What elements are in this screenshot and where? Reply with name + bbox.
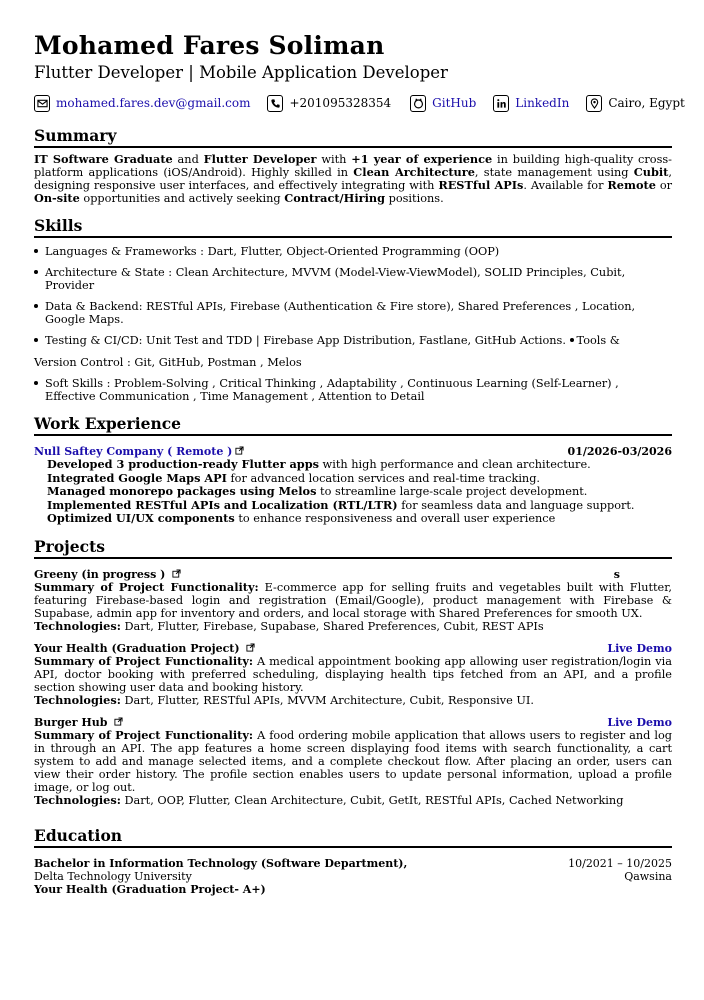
graduation-project: Your Health (Graduation Project- A+) — [34, 882, 266, 896]
tech-label: Technologies: — [34, 692, 121, 707]
contact-bar — [34, 93, 685, 113]
linkedin-icon — [493, 95, 509, 112]
summary-bold: Clean Architecture — [353, 165, 475, 179]
education-heading: Education — [34, 827, 672, 848]
project-tech — [34, 794, 672, 807]
summary-bold: Remote — [607, 178, 656, 192]
skill-item — [34, 266, 672, 292]
project-name[interactable]: Greeny (in progress ) — [34, 567, 166, 581]
skill-text: Soft Skills : Problem-Solving , Critical Thinking , Adaptability , Continuous Learning (Self-Learner) , Effective Communication , Time Management , Attention to Detail — [45, 377, 619, 403]
external-link-icon — [235, 446, 244, 455]
location-text: Cairo, Egypt — [608, 96, 685, 110]
linkedin-link[interactable]: LinkedIn — [515, 96, 570, 110]
skill-text: Architecture & State : Clean Architecture, MVVM (Model-View-ViewModel), SOLID Principles, Cubit, Provider — [45, 266, 626, 292]
skill-text: Data & Backend: RESTful APIs, Firebase (Authentication & Fire store), Shared Preferences , Location, Google Maps. — [45, 300, 636, 326]
achievement-bold: Developed 3 production-ready Flutter apps — [47, 457, 319, 471]
achievement-item — [47, 472, 672, 486]
project-tech-text: Dart, Flutter, RESTful APIs, MVVM Architecture, Cubit, Responsive UI. — [120, 693, 534, 707]
project-tech-text: Dart, OOP, Flutter, Clean Architecture, Cubit, GetIt, RESTful APIs, Cached Networking — [120, 793, 624, 807]
project-side-text: s — [613, 567, 620, 581]
project-summary-text: E-commerce app for selling fruits and vegetables built with Flutter, featuring Firebase-based login and registration (Email/Google), product management with Firebase & Supabase, admin app for inventory and orders, and local storage with Shared Preferences for smooth UX. — [34, 580, 672, 620]
project-burger-hub — [34, 716, 672, 807]
summary-text: opportunities and actively seeking — [79, 192, 285, 205]
email-contact[interactable] — [34, 95, 250, 112]
summary-text: positions. — [385, 192, 444, 205]
education-right — [568, 857, 672, 896]
tech-label: Technologies: — [34, 618, 121, 633]
achievement-text: for seamless data and language support. — [397, 498, 635, 512]
project-greeny — [34, 568, 672, 633]
projects-heading: Projects — [34, 538, 672, 559]
achievement-bold: Integrated Google Maps API — [47, 470, 227, 485]
summary-label: Summary of Project Functionality: — [34, 579, 259, 594]
summary-text: . Available for — [523, 179, 608, 192]
summary-text: , state management using — [474, 166, 634, 179]
live-demo-link[interactable]: Live Demo — [607, 641, 672, 655]
live-demo-link[interactable]: Live Demo — [607, 715, 672, 729]
bullet-icon — [34, 381, 38, 385]
external-link-icon — [172, 569, 181, 578]
bullet-icon — [570, 338, 574, 342]
education-dates: 10/2021 – 10/2025 — [568, 856, 672, 870]
summary-bold: IT Software Graduate — [34, 152, 173, 166]
project-tech — [34, 694, 672, 707]
project-name[interactable]: Burger Hub — [34, 715, 108, 729]
skill-text: Languages & Frameworks : Dart, Flutter, Object-Oriented Programming (OOP) — [45, 245, 500, 258]
project-summary — [34, 729, 672, 794]
skill-text: Version Control : Git, GitHub, Postman , Melos — [34, 356, 302, 369]
project-summary-text: A medical appointment booking app allowing user registration/login via API, doctor booking with preferred scheduling, displaying health tips fetched from an API, and a profile section showing user data and booking history. — [34, 654, 672, 694]
external-link-icon — [246, 643, 255, 652]
achievement-item — [47, 512, 672, 526]
skills-list — [34, 245, 672, 403]
skill-item — [34, 245, 672, 258]
summary-bold: On-site — [34, 191, 80, 205]
summary-bold: Cubit — [633, 165, 669, 179]
achievement-text: to streamline large-scale project development. — [316, 485, 588, 498]
degree: Bachelor in Information Technology (Software Department), — [34, 856, 408, 870]
project-tech-text: Dart, Flutter, Firebase, Supabase, Shared Preferences, Cubit, REST APIs — [120, 619, 544, 633]
project-name[interactable]: Your Health (Graduation Project) — [34, 641, 240, 655]
project-tech — [34, 620, 672, 633]
phone-contact[interactable] — [267, 95, 391, 112]
github-contact[interactable] — [410, 95, 476, 112]
university: Delta Technology University — [34, 869, 192, 883]
summary-text: or — [655, 179, 673, 192]
achievement-text: for advanced location services and real-time tracking. — [226, 471, 541, 485]
summary-text: and — [172, 153, 204, 166]
achievement-bold: Implemented RESTful APIs and Localization (RTL/LTR) — [47, 497, 398, 512]
github-link[interactable]: GitHub — [432, 96, 477, 110]
github-icon — [410, 95, 426, 112]
skill-item — [34, 334, 672, 347]
skill-item — [34, 300, 672, 326]
achievement-text: with high performance and clean architecture. — [318, 458, 591, 471]
achievement-item — [47, 485, 672, 499]
achievement-text: to enhance responsiveness and overall user experience — [234, 512, 556, 525]
summary-text: in building high-quality cross-platform applications (iOS/Android). Highly skilled in — [34, 153, 672, 179]
summary-paragraph — [34, 153, 672, 205]
achievement-bold: Managed monorepo packages using Melos — [47, 484, 317, 498]
skill-item — [34, 356, 672, 369]
bullet-icon — [34, 270, 38, 274]
location-contact — [586, 95, 685, 112]
candidate-title: Flutter Developer | Mobile Application Developer — [34, 63, 448, 82]
bullet-icon — [34, 249, 38, 253]
skill-item — [34, 377, 672, 403]
company-name[interactable]: Null Saftey Company ( Remote ) — [34, 445, 233, 458]
work-heading: Work Experience — [34, 415, 672, 436]
bullet-icon — [34, 304, 38, 308]
achievement-bold: Optimized UI/UX components — [47, 511, 235, 525]
achievement-item — [47, 499, 672, 513]
email-link[interactable]: mohamed.fares.dev@gmail.com — [56, 96, 251, 110]
skill-text: Testing & CI/CD: Unit Test and TDD | Firebase App Distribution, Fastlane, GitHub Actions. — [45, 334, 566, 347]
job-achievements — [34, 458, 672, 526]
summary-heading: Summary — [34, 127, 672, 148]
summary-bold: RESTful APIs — [438, 178, 524, 192]
tech-label: Technologies: — [34, 792, 121, 807]
project-summary — [34, 655, 672, 694]
external-link-icon — [114, 717, 123, 726]
linkedin-contact[interactable] — [493, 95, 569, 112]
summary-label: Summary of Project Functionality: — [34, 653, 254, 668]
education-left — [34, 857, 407, 896]
summary-bold: Flutter Developer — [203, 152, 317, 166]
phone-icon — [267, 95, 283, 112]
education-location: Qawsina — [624, 869, 672, 883]
phone-number: +201095328354 — [289, 96, 392, 110]
location-pin-icon — [586, 95, 602, 112]
summary-text: , designing responsive user interfaces, and effectively integrating with — [34, 166, 672, 192]
skills-heading: Skills — [34, 217, 672, 238]
bullet-icon — [34, 338, 38, 342]
summary-label: Summary of Project Functionality: — [34, 727, 254, 742]
project-your-health — [34, 642, 672, 707]
achievement-item — [47, 458, 672, 472]
summary-bold: Contract/Hiring — [284, 191, 386, 205]
summary-text: with — [316, 153, 352, 166]
job-dates: 01/2026-03/2026 — [567, 445, 672, 458]
education-entry — [34, 857, 672, 896]
project-summary — [34, 581, 672, 620]
resume-page — [34, 30, 685, 896]
summary-bold: +1 year of experience — [351, 152, 493, 166]
candidate-name: Mohamed Fares Soliman — [34, 31, 385, 60]
project-summary-text: A food ordering mobile application that allows users to register and log in through an API. The app features a home screen displaying food items with search functionality, a cart system to add and manage selected items, and a complete checkout flow. After placing an order, users can view their order history. The profile section enables users to update personal information, upload a profile image, or log out. — [34, 728, 672, 794]
email-icon — [34, 95, 50, 112]
skill-text: Tools & — [576, 334, 620, 347]
